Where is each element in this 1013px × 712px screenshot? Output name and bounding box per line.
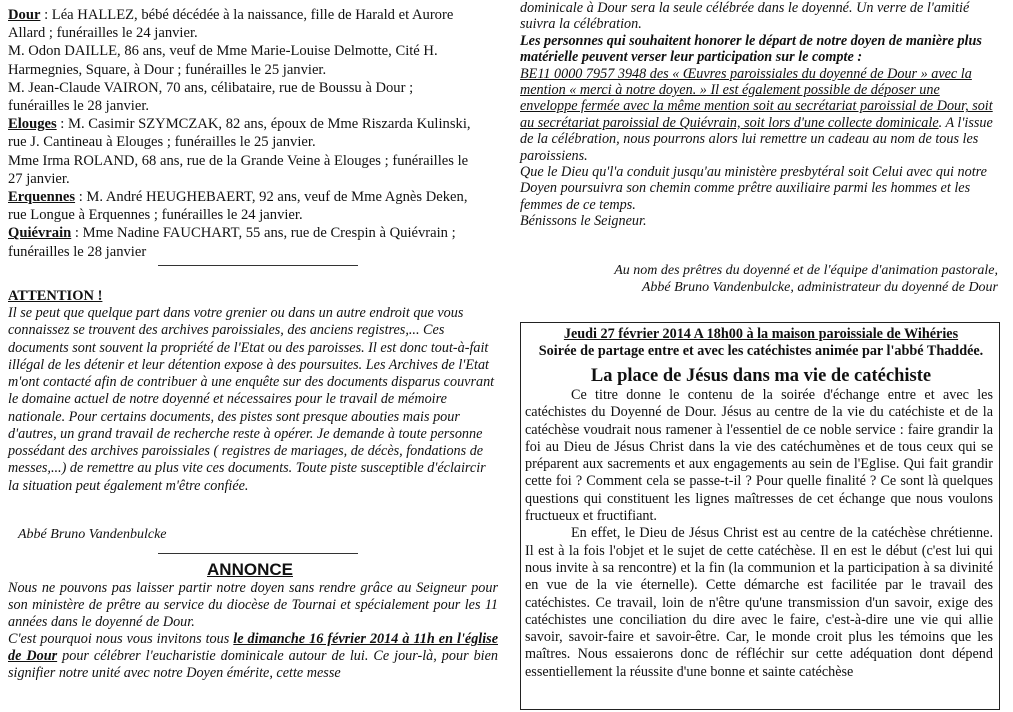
funerals-list (8, 6, 472, 261)
funeral-text: M. Jean-Claude VAIRON, 70 ans, célibataire, rue de Boussu à Dour ; funérailles le 28 janvier. (8, 79, 414, 115)
annonce-donation-heading: Les personnes qui souhaitent honorer le départ de notre doyen de manière plus matérielle peuvent verser leur participation sur le compte : (520, 32, 982, 66)
event-body (525, 387, 993, 681)
annonce-paragraph (520, 66, 998, 164)
funeral-entry (8, 79, 472, 115)
annonce-text: pour célébrer l'eucharistie dominicale autour de lui. Ce jour-là, pour bien signifier notre unité avec notre Doyen émérite, cette messe (8, 648, 498, 682)
event-date-line: Jeudi 27 février 2014 A 18h00 à la maison paroissiale de Wihéries (563, 326, 959, 342)
funeral-text: Mme Irma ROLAND, 68 ans, rue de la Grande Veine à Elouges ; funérailles le 27 janvier. (8, 152, 469, 187)
attention-signature: Abbé Bruno Vandenbulcke (18, 527, 167, 542)
catechistes-box (520, 322, 1000, 710)
event-subtitle: Soirée de partage entre et avec les catéchistes animée par l'abbé Thaddée. (538, 343, 984, 359)
event-title: La place de Jésus dans ma vie de catéchiste (590, 366, 932, 386)
funeral-place: Erquennes (8, 189, 76, 206)
annonce-paragraph: Bénissons le Seigneur. (520, 213, 647, 230)
funeral-text: M. Odon DAILLE, 86 ans, veuf de Mme Marie-Louise Delmotte, Cité H. Harmegnies, Square, à Dour ; funérailles le 25 janvier. (8, 43, 438, 78)
funeral-text: : M. Casimir SZYMCZAK, 82 ans, époux de Mme Riszarda Kulinski, rue J. Cantineau à Elouges ; funérailles le 25 janvier. (8, 116, 471, 151)
signature-line: Abbé Bruno Vandenbulcke, administrateur du doyenné de Dour (641, 280, 998, 295)
funeral-text: : Léa HALLEZ, bébé décédée à la naissance, fille de Harald et Aurore Allard ; funérailles le 24 janvier. (8, 7, 454, 42)
annonce-text: . A l'issue de la célébration, nous pourrons alors lui remettre un cadeau au nom de tous les paroissiens. (520, 114, 993, 164)
funeral-place: Quiévrain (8, 225, 72, 242)
funeral-entry (8, 188, 472, 224)
annonce-paragraph: dominicale à Dour sera la seule célébrée dans le doyenné. Un verre de l'amitié suivra la célébration. (520, 0, 970, 33)
envelope-note: Il est également possible de déposer une enveloppe fermée avec la même mention soit au secrétariat paroissial de Dour, soit au secrétariat paroissial de Quiévrain, soit lors d'une collecte dominicale (520, 82, 993, 131)
funeral-entry (8, 115, 472, 151)
attention-title: ATTENTION ! (8, 288, 103, 304)
annonce-date-highlight: le dimanche 16 février 2014 à 11h en l'église de Dour (8, 631, 498, 665)
funeral-entry (8, 152, 472, 188)
funeral-entry (8, 224, 472, 260)
bank-account: BE11 0000 7957 3948 des « Œuvres paroissiales du doyenné de Dour » avec la mention « merci à notre doyen. » (520, 65, 972, 99)
funeral-entry (8, 6, 472, 42)
annonce-body (8, 580, 498, 683)
attention-body: Il se peut que quelque part dans votre grenier ou dans un autre endroit que vous connaissez se trouvent des archives paroissiales, des anciens registres,... Ces documents sont souvent la propriété de l'Etat ou des paroisses. Il est donc tout-à-fait illégal de les détenir et leur détention expose à des poursuites. Les Archives de l'Etat m'ont contacté afin de contribuer à une enquête sur des documents disparus couvrant le domaine actuel de notre doyenné et nécessaires pour le travail de mémoire nationale. Pour certains documents, des pistes sont presque abouties mais pour d'autres, un grand travail de recherche reste à opérer. Je demande à toute personne possédant des archives paroissiales ( registres de mariages, de décès, fondations de messes,...) de remettre au plus vite ces documents. Toute piste susceptible d'éclaircir la situation peut également m'être confiée. (8, 305, 495, 494)
funeral-place: Elouges (8, 116, 57, 133)
funeral-text: : M. André HEUGHEBAERT, 92 ans, veuf de Mme Agnès Deken, rue Longue à Erquennes ; funérailles le 24 janvier. (8, 189, 468, 224)
funeral-place: Dour (8, 7, 41, 23)
section-divider (158, 265, 358, 266)
section-divider (158, 553, 358, 554)
event-paragraph: Ce titre donne le contenu de la soirée d'échange entre et avec les catéchistes du Doyenné de Dour. Jésus au centre de la vie du catéchiste et de la catéchèse voudrait nous ramener à l'essentiel de ce noble service : faire grandir la foi au Dieu de Jésus Christ dans la vie des catéchumènes et de tous ceux qui se préparent aux sacrements et aux engagements au sein de l'Eglise. Qui fait grandir cette foi ? Comment cela se passe-t-il ? Pour quelle finalité ? Ce sont là quelques questions qui constituent les lignes maîtresses de cet échange que nous voulons fructueux et fructifiant. (525, 387, 993, 525)
annonce-signature (520, 262, 998, 296)
annonce-paragraph: Nous ne pouvons pas laisser partir notre doyen sans rendre grâce au Seigneur pour son ministère de prêtre au service du diocèse de Tournai et spécialement pour les 11 années dans le doyenné de Dour. (8, 580, 498, 631)
annonce-paragraph (8, 631, 498, 682)
annonce-title: ANNONCE (207, 560, 293, 579)
event-paragraph: En effet, le Dieu de Jésus Christ est au centre de la catéchèse chrétienne. Il est à la fois l'objet et le sujet de cette catéchèse. Il en est le début (c'est lui qui nous invite à sa rencontre) et la fin (la communion et la participation à sa divinité en vue de la vie éternelle). Cette démarche est facilitée par le travail des catéchistes. Ce travail, loin de n'être qu'une transmission d'un savoir, exige des catéchistes une conciliation du dire avec le faire, c'est-à-dire une vie qui allie savoir, savoir-faire et savoir-être. Car, le monde croit plus les témoins que les maîtres. Nous essaierons donc de réfléchir sur cette adéquation dont dépend essentiellement la réussite d'une bonne et sainte catéchèse (525, 525, 993, 680)
annonce-paragraph: Que le Dieu qu'l'a conduit jusqu'au ministère presbytéral soit Celui avec qui notre Doyen poursuivra son chemin comme prêtre auxiliaire parmi les hommes et les femmes de ce temps. (520, 164, 987, 213)
funeral-entry (8, 42, 472, 78)
funeral-text: : Mme Nadine FAUCHART, 55 ans, rue de Crespin à Quiévrain ; funérailles le 28 janvier (8, 225, 456, 260)
signature-line: Au nom des prêtres du doyenné et de l'équipe d'animation pastorale, (614, 263, 998, 278)
annonce-text: C'est pourquoi nous vous invitons tous (8, 631, 234, 648)
annonce-continued (520, 0, 998, 230)
